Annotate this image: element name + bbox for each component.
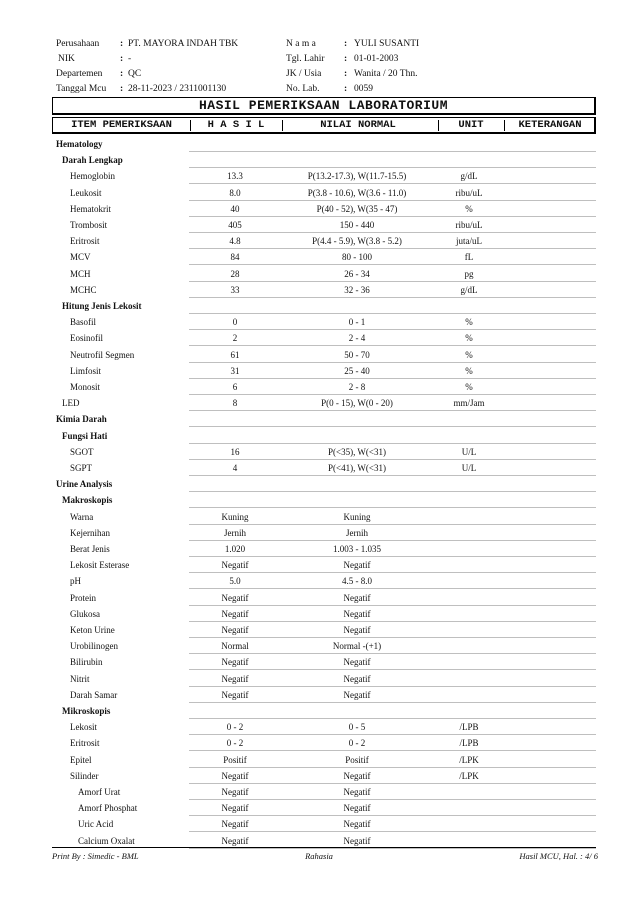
header-value: Wanita / 20 Thn.	[354, 69, 418, 79]
header-value: YULI SUSANTI	[354, 39, 420, 49]
section-heading: Fungsi Hati	[62, 430, 108, 441]
test-normal-range: 2 - 8	[348, 382, 366, 392]
test-normal-range: 50 - 70	[344, 349, 370, 360]
test-name: Berat Jenis	[70, 544, 110, 554]
section-heading-row	[52, 492, 596, 508]
header-colon: :	[344, 39, 348, 49]
test-result: 5.0	[229, 576, 241, 587]
test-normal-range: P(<41), W(<31)	[328, 463, 386, 473]
test-name: Amorf Phosphat	[78, 803, 138, 814]
test-normal-range: 4.5 - 8.0	[342, 576, 372, 587]
table-row	[52, 719, 596, 735]
test-unit: U/L	[461, 446, 477, 457]
test-unit: /LPB	[459, 722, 479, 733]
test-unit: g/dL	[460, 171, 478, 182]
test-name: Calcium Oxalat	[78, 835, 135, 846]
section-heading: Kimia Darah	[56, 414, 107, 425]
test-result: Negatif	[221, 787, 249, 797]
test-unit: fL	[464, 252, 474, 263]
section-heading-row	[52, 476, 596, 492]
test-unit: %	[465, 349, 473, 360]
test-result: 405	[228, 220, 242, 230]
column-header-remarks: KETERANGAN	[518, 119, 582, 131]
table-row	[52, 444, 596, 460]
table-row	[52, 185, 596, 201]
test-unit: ribu/uL	[455, 220, 483, 230]
test-result: Negatif	[221, 592, 249, 603]
column-divider	[438, 120, 439, 131]
footer-print-by: Print By : Simedic - BML	[52, 851, 139, 861]
table-row	[52, 314, 596, 330]
table-row	[52, 347, 596, 363]
test-normal-range: P(<35), W(<31)	[328, 446, 386, 457]
table-row	[52, 541, 596, 557]
header-label: JK / Usia	[286, 69, 322, 79]
test-result: Negatif	[221, 770, 249, 781]
column-header-normal: NILAI NORMAL	[320, 119, 396, 131]
test-result: Jernih	[224, 527, 246, 538]
table-row	[52, 379, 596, 395]
table-row	[52, 363, 596, 379]
test-name: Silinder	[70, 770, 99, 781]
test-name: Eritrosit	[70, 236, 100, 247]
test-result: 0	[232, 317, 238, 328]
table-row	[52, 217, 596, 233]
table-row	[52, 201, 596, 217]
test-unit: /LPK	[459, 770, 479, 781]
test-unit: %	[465, 365, 473, 376]
test-name: SGOT	[70, 446, 94, 457]
test-name: Kejernihan	[70, 527, 110, 538]
test-normal-range: P(40 - 52), W(35 - 47)	[316, 203, 398, 214]
table-row	[52, 266, 596, 282]
test-result: 84	[230, 252, 240, 263]
test-unit: /LPK	[459, 754, 479, 765]
test-name: MCH	[70, 268, 91, 279]
test-result: Negatif	[221, 673, 249, 684]
test-normal-range: 150 - 440	[339, 220, 375, 230]
header-colon: :	[120, 39, 124, 49]
section-heading-row	[52, 298, 596, 314]
table-row	[52, 768, 596, 784]
test-normal-range: P(3.8 - 10.6), W(3.6 - 11.0)	[307, 187, 407, 198]
footer-divider	[52, 847, 596, 848]
header-colon: :	[344, 54, 348, 64]
test-name: Leukosit	[70, 187, 102, 198]
test-result: Negatif	[221, 819, 249, 830]
test-unit: %	[465, 382, 473, 392]
test-result: 16	[230, 446, 240, 457]
test-result: Negatif	[221, 803, 249, 814]
test-normal-range: Jernih	[346, 527, 368, 538]
test-result: 0 - 2	[226, 738, 244, 749]
test-result: 4	[232, 463, 238, 473]
header-label: Departemen	[56, 69, 103, 79]
header-label: Tanggal Mcu	[56, 84, 107, 94]
section-heading: Makroskopis	[62, 495, 113, 506]
test-name: Lekosit	[70, 722, 97, 733]
test-name: Glukosa	[70, 608, 100, 619]
test-name: Uric Acid	[78, 819, 114, 830]
table-row	[52, 735, 596, 751]
footer-confidential: Rahasia	[305, 851, 333, 861]
table-row	[52, 638, 596, 654]
test-unit: juta/uL	[456, 236, 482, 247]
footer-page: Hasil MCU, Hal. : 4/ 6	[519, 851, 598, 861]
table-row	[52, 233, 596, 249]
header-value: -	[128, 54, 132, 64]
test-normal-range: P(0 - 15), W(0 - 20)	[321, 398, 393, 409]
test-name: SGPT	[70, 463, 93, 473]
test-result: 0 - 2	[226, 722, 244, 733]
test-normal-range: 0 - 1	[348, 317, 366, 328]
test-name: Limfosit	[70, 365, 101, 376]
test-result: Negatif	[221, 835, 249, 846]
table-row	[52, 654, 596, 670]
test-unit: pg	[464, 268, 474, 279]
test-normal-range: Negatif	[343, 803, 371, 814]
section-heading: Urine Analysis	[56, 479, 113, 490]
header-value: QC	[128, 69, 142, 79]
test-normal-range: Negatif	[343, 657, 371, 668]
table-row	[52, 249, 596, 265]
column-divider	[190, 120, 191, 131]
table-row	[52, 395, 596, 411]
column-divider	[504, 120, 505, 131]
header-colon: :	[344, 84, 348, 94]
table-row	[52, 752, 596, 768]
table-header	[52, 117, 596, 134]
header-colon: :	[344, 69, 348, 79]
test-result: 61	[230, 349, 240, 360]
table-row	[52, 590, 596, 606]
test-normal-range: Negatif	[343, 592, 371, 603]
test-result: Normal	[221, 641, 249, 652]
header-colon: :	[120, 69, 124, 79]
test-unit: /LPB	[459, 738, 479, 749]
test-normal-range: 0 - 2	[348, 738, 366, 749]
test-name: Lekosit Esterase	[70, 560, 130, 571]
test-unit: U/L	[461, 463, 477, 473]
test-normal-range: 0 - 5	[348, 722, 366, 733]
test-normal-range: Negatif	[343, 770, 371, 781]
test-name: Monosit	[70, 382, 101, 392]
test-name: Urobilinogen	[70, 641, 118, 652]
test-name: MCHC	[70, 284, 97, 295]
header-label: No. Lab.	[286, 84, 320, 94]
test-unit: %	[465, 203, 473, 214]
test-name: Trombosit	[70, 220, 108, 230]
test-normal-range: Negatif	[343, 835, 371, 846]
header-label: Tgl. Lahir	[286, 54, 325, 64]
test-name: Hemoglobin	[70, 171, 115, 182]
test-normal-range: Negatif	[343, 689, 371, 700]
test-normal-range: Negatif	[343, 819, 371, 830]
test-name: Amorf Urat	[78, 787, 121, 797]
test-normal-range: 1.003 - 1.035	[333, 544, 381, 554]
test-result: 33	[230, 284, 240, 295]
test-result: 31	[230, 365, 240, 376]
test-normal-range: 2 - 4	[348, 333, 366, 344]
column-header-result: H A S I L	[207, 119, 265, 131]
test-name: Keton Urine	[70, 625, 115, 635]
test-normal-range: P(4.4 - 5.9), W(3.8 - 5.2)	[312, 236, 402, 247]
test-unit: g/dL	[460, 284, 478, 295]
table-row	[52, 509, 596, 525]
test-name: Bilirubin	[70, 657, 103, 668]
test-normal-range: Negatif	[343, 673, 371, 684]
table-row	[52, 330, 596, 346]
test-normal-range: 80 - 100	[342, 252, 372, 263]
test-result: Negatif	[221, 560, 249, 571]
test-name: Eosinofil	[70, 333, 103, 344]
test-normal-range: Negatif	[343, 625, 371, 635]
test-result: Negatif	[221, 657, 249, 668]
test-result: 6	[232, 382, 238, 392]
test-name: Neutrofil Segmen	[70, 349, 135, 360]
header-label: Perusahaan	[56, 39, 100, 49]
test-result: Negatif	[221, 689, 249, 700]
test-normal-range: Negatif	[343, 608, 371, 619]
section-heading: Hitung Jenis Lekosit	[62, 301, 142, 311]
section-heading: Darah Lengkap	[62, 155, 123, 166]
header-value: 01-01-2003	[354, 54, 399, 64]
test-normal-range: Kuning	[343, 511, 371, 522]
test-name: Basofil	[70, 317, 96, 328]
test-normal-range: Negatif	[343, 560, 371, 571]
test-name: Warna	[70, 511, 94, 522]
test-result: Kuning	[221, 511, 249, 522]
test-result: 8	[232, 398, 238, 409]
test-result: 13.3	[227, 171, 243, 182]
header-label: NIK	[58, 54, 75, 64]
table-row	[52, 784, 596, 800]
table-row	[52, 168, 596, 184]
table-row	[52, 622, 596, 638]
test-result: 40	[230, 203, 240, 214]
section-heading-row	[52, 411, 596, 427]
test-result: 2	[232, 333, 238, 344]
test-normal-range: 32 - 36	[344, 284, 370, 295]
test-unit: %	[465, 317, 473, 328]
test-result: 1.020	[224, 544, 246, 554]
test-normal-range: P(13.2-17.3), W(11.7-15.5)	[307, 171, 407, 182]
test-unit: %	[465, 333, 473, 344]
test-result: Positif	[223, 754, 247, 765]
test-result: Negatif	[221, 608, 249, 619]
table-row	[52, 800, 596, 816]
test-name: Eritrosit	[70, 738, 100, 749]
test-name: Nitrit	[70, 673, 90, 684]
table-row	[52, 525, 596, 541]
test-name: MCV	[70, 252, 91, 263]
test-result: Negatif	[221, 625, 249, 635]
section-heading-row	[52, 152, 596, 168]
header-label: N a m a	[286, 39, 316, 49]
test-normal-range: Negatif	[343, 787, 371, 797]
table-row	[52, 460, 596, 476]
header-value: 28-11-2023 / 2311001130	[128, 84, 227, 94]
test-unit: ribu/uL	[455, 187, 483, 198]
section-heading: Hematology	[56, 139, 103, 149]
test-normal-range: 25 - 40	[344, 365, 370, 376]
column-header-unit: UNIT	[458, 119, 484, 131]
test-normal-range: 26 - 34	[344, 268, 370, 279]
header-colon: :	[120, 54, 124, 64]
table-row	[52, 573, 596, 589]
section-heading: Mikroskopis	[62, 706, 111, 716]
test-result: 28	[230, 268, 240, 279]
table-row	[52, 606, 596, 622]
test-name: Epitel	[70, 754, 92, 765]
column-divider	[282, 120, 283, 131]
header-value: PT. MAYORA INDAH TBK	[128, 39, 239, 49]
test-normal-range: Normal -(+1)	[332, 641, 382, 652]
table-row	[52, 671, 596, 687]
section-heading-row	[52, 703, 596, 719]
report-title: HASIL PEMERIKSAAN LABORATORIUM	[52, 97, 596, 115]
section-heading-row	[52, 136, 596, 152]
header-value: 0059	[354, 84, 373, 94]
test-result: 4.8	[229, 236, 241, 247]
test-name: Protein	[70, 592, 96, 603]
test-name: Hematokrit	[70, 203, 111, 214]
table-row	[52, 557, 596, 573]
test-result: 8.0	[229, 187, 241, 198]
test-name: pH	[70, 576, 81, 587]
table-row	[52, 687, 596, 703]
test-unit: mm/Jam	[453, 398, 485, 409]
test-normal-range: Positif	[345, 754, 369, 765]
test-name: Darah Samar	[70, 689, 118, 700]
table-row	[52, 816, 596, 832]
header-colon: :	[120, 84, 124, 94]
column-header-item: ITEM PEMERIKSAAN	[71, 119, 172, 131]
test-name: LED	[62, 398, 80, 409]
table-row	[52, 282, 596, 298]
section-heading-row	[52, 428, 596, 444]
